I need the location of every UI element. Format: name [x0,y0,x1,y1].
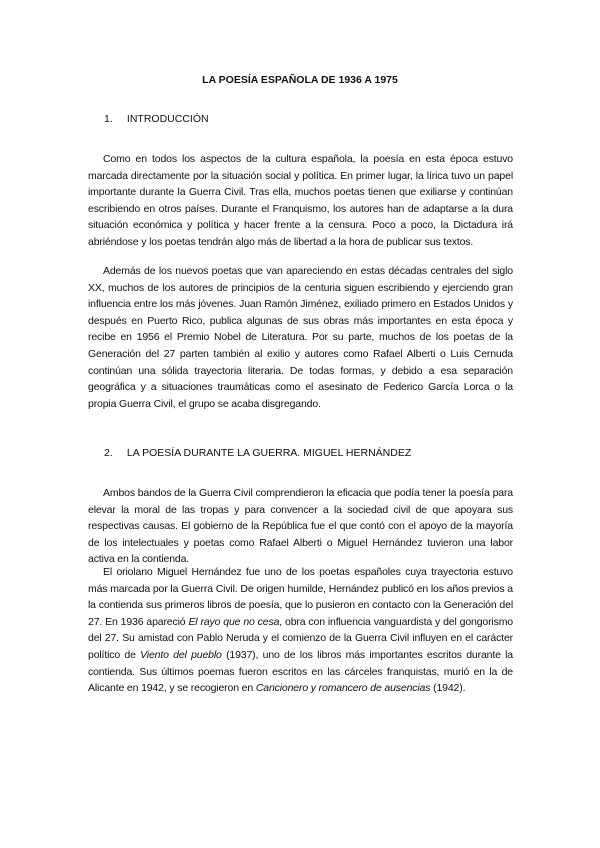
paragraph: Ambos bandos de la Guerra Civil comprendieron la eficacia que podía tener la poesía para elevar la moral de las tropas y para convencer a la sociedad civil de que apoyara sus respectivas causas. El gobierno de la República fue el que contó con el apoyo de la mayoría de los intelectuales y poetas como Rafael Alberti o Miguel Hernández tuvieron una labor activa en la contienda. [88,487,513,566]
paragraph: Como en todos los aspectos de la cultura española, la poesía en esta época estuvo marcada directamente por la situación social y política. En primer lugar, la lírica tuvo un papel importante durante la Guerra Civil. Tras ella, muchos poetas tienen que exiliarse y continúan escribiendo en otros países. Durante el Franquismo, los autores han de adaptarse a la dura situación económica y política y hacer frente a la censura. Poco a poco, la Dictadura irá abriéndose y los poetas tendrán algo más de libertad a la hora de publicar sus textos. [88,153,513,248]
text-segment: El oriolano Miguel Hernández fue uno de los poetas españoles cuya trayectoria estuvo más marcada por la Guerra Civil. De origen humilde, Hernández publicó en los años previos a la contienda sus primeros libros de poesía, que lo pusieron en contacto con la Generación del 27. En 1936 apareció [88,566,513,628]
paragraph-miguel-hernandez [88,564,513,697]
book-title: Cancionero y romancero de ausencias [255,682,431,695]
section-heading-introduccion [104,113,209,125]
section-heading-text: INTRODUCCIÓN [126,113,209,125]
section-number: 1. [104,113,113,125]
document-title: LA POESÍA ESPAÑOLA DE 1936 A 1975 [202,74,398,86]
book-title: Viento del pueblo [140,648,222,661]
book-title: El rayo que no cesa [188,615,280,628]
section-heading-guerra [104,447,411,459]
section-heading-text: LA POESÍA DURANTE LA GUERRA. MIGUEL HERNÁNDEZ [126,447,412,459]
text-segment: (1937), uno de los libros más importantes escritos durante la contienda. Sus últimos poemas fueron escritos en las cárceles franquistas, murió en la de Alicante en 1942, y se recogieron en [88,648,513,695]
text-segment: (1942). [430,682,466,695]
text-segment: , obra con influencia vanguardista y del gongorismo del 27. Su amistad con Pablo Neruda y el comienzo de la Guerra Civil influyen en el carácter político de [88,615,513,661]
paragraph: Además de los nuevos poetas que van apareciendo en estas décadas centrales del siglo XX, muchos de los autores de principios de la centuria siguen escribiendo y ejerciendo gran influencia entre los más jóvenes. Juan Ramón Jiménez, exiliado primero en Estados Unidos y después en Puerto Rico, publica algunas de sus obras más importantes en esta época y recibe en 1956 el Premio Nobel de Literatura. Por su parte, muchos de los poetas de la Generación del 27 parten también al exilio y autores como Rafael Alberti o Luis Cernuda continúan una sólida trayectoria literaria. De todas formas, y debido a esa separación geográfica y a situaciones traumáticas como el asesinato de Federico García Lorca o la propia Guerra Civil, el grupo se acaba disgregando. [88,265,513,410]
section-number: 2. [104,447,113,459]
